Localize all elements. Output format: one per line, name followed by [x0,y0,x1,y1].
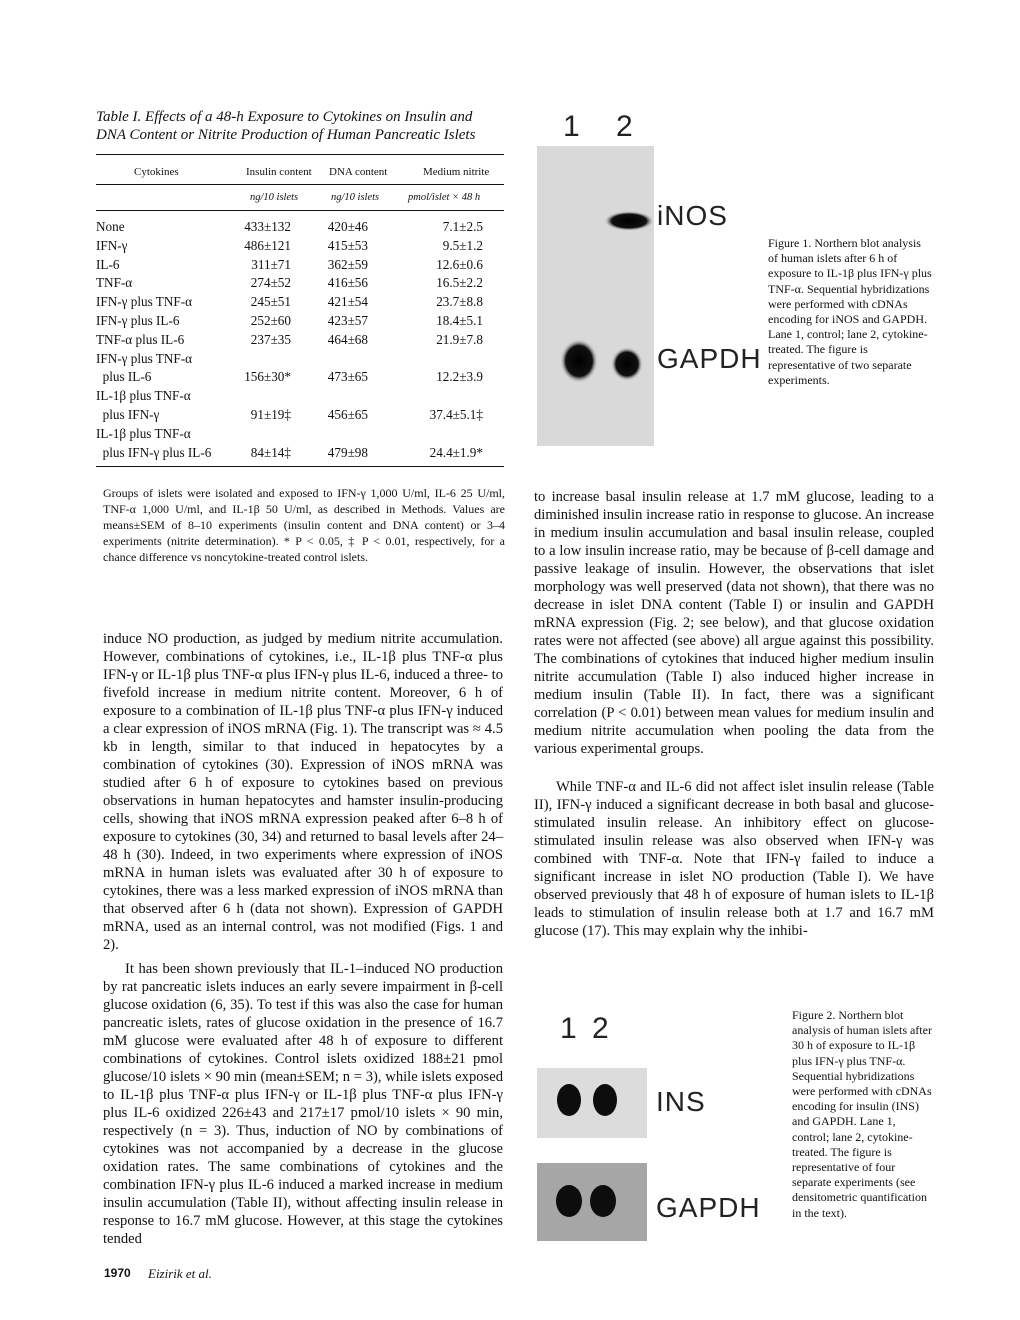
fig2-lane-1: 1 [560,1012,577,1045]
fig2-label-gapdh: GAPDH [656,1192,761,1223]
table-cell: IFN-γ plus IL-6 [96,313,180,328]
table-cell: 156±30* [244,369,291,385]
table-cell: 12.2±3.9 [436,369,483,385]
table-cell: 486±121 [244,237,291,253]
page-number: 1970 [104,1266,131,1280]
figure-1-caption: Figure 1. Northern blot analysis of human islets after 6 h of exposure to IL-1β plus IFN-γ plus TNF-α. Sequential hybridizations were performed with cDNAs encoding for iNOS and GAPDH. Lane 1, control; lane 2, cytokine-treated. The figure is representative of two separate experiments. [768,236,932,387]
table-cell: 37.4±5.1‡ [429,407,483,422]
table-cell: IFN-γ plus TNF-α [96,294,193,310]
table-cell: 421±54 [327,294,368,310]
left-col-paragraph-2: It has been shown previously that IL-1–induced NO production by rat pancreatic islets induces an early severe impairment in β-cell glucose oxidation (6, 35). To test if this was also the case for human pancreatic islets, rates of glucose oxidation in the presence of 16.7 mM glucose were evaluated after 48 h of exposure to different combinations of cytokines. Control islets oxidized 188±21 pmol glucose/10 islets × 90 min (mean±SEM; n = 3), while islets exposed to IL-1β plus TNF-α plus IFN-γ or IL-1β plus TNF-α plus IFN-γ plus IL-6 oxidized 226±43 and 217±17 pmol/10 islets × 90 min, respectively (n = 3). Thus, induction of NO by combinations of cytokines was not accompanied by a decrease in the glucose oxidation rates. The same combinations of cytokines and the combination IFN-γ plus IL-6 induced a marked increase in medium insulin accumulation (Table II), without affecting insulin release in response to 16.7 mM glucose. However, at this stage the cytokines tended [103,961,503,1247]
table-units-rule [96,210,504,211]
table-cell: 433±132 [244,219,291,234]
unit-nitrite: pmol/islet × 48 h [408,192,481,203]
table-1 [96,108,504,460]
table-cell: 91±19‡ [250,407,291,422]
table-cell: 362±59 [327,256,368,272]
table-cell: 420±46 [327,219,368,234]
table-cell: 245±51 [250,294,291,310]
col-header-cytokines: Cytokines [134,166,179,178]
table-header-rule [96,184,504,185]
fig2-ins-blot [537,1068,647,1138]
table-cell: plus IFN-γ plus IL-6 [96,444,212,460]
table-cell: IFN-γ plus TNF-α [96,350,193,366]
figure-2-caption: Figure 2. Northern blot analysis of human islets after 30 h of exposure to IL-1β plus IFN-γ plus TNF-α. Sequential hybridizations were performed with cDNAs encoding for insulin (INS) and GAPDH. Lane 1, control; lane 2, cytokine-treated. The figure is representative of four separate experiments (see densitometric quantification in the text). [792,1008,932,1220]
table-cell: 18.4±5.1 [436,313,483,328]
fig2-lane-2: 2 [592,1012,609,1045]
left-col-paragraph-1: induce NO production, as judged by medium nitrite accumulation. However, combinations of cytokines, i.e., IL-1β plus TNF-α plus IFN-γ or IL-1β plus TNF-α plus IFN-γ plus IL-6, induced a three- to fivefold increase in medium nitrite content. Moreover, 6 h of exposure to a combination of IL-1β plus TNF-α plus IFN-γ induced a clear expression of iNOS mRNA (Fig. 1). The transcript was ≈ 4.5 kb in length, similar to that induced in hepatocytes by a combination of cytokines (30). Expression of iNOS mRNA was studied after 6 h of exposure to cytokines based on previous observations in human hepatocytes and hamster insulin-producing cells, showing that iNOS mRNA expression peaked after 6–8 h of exposure to cytokines (30, 34) and returned to basal levels after 24–48 h (30). Indeed, in two experiments where expression of iNOS mRNA in human islets was evaluated after 30 h of exposure to cytokines, there was a less marked expression of iNOS mRNA than that observed after 6 h (data not shown). Expression of GAPDH mRNA, used as an internal control, was not modified (Figs. 1 and 2). [103,631,503,953]
table-cell: 416±56 [327,275,368,291]
table-cell: 415±53 [327,237,368,253]
col-header-nitrite: Medium nitrite [423,166,490,178]
fig1-label-inos: iNOS [657,200,728,231]
fig2-gapdh-blot [537,1163,647,1241]
table-cell: IL-1β plus TNF-α [96,388,191,404]
table-cell: 274±52 [250,275,291,291]
table-cell: 252±60 [250,313,291,328]
table-cell: plus IL-6 [96,369,152,385]
table-cell: plus IFN-γ [96,407,160,422]
table-cell: 24.4±1.9* [429,444,483,460]
running-head: Eizirik et al. [148,1266,212,1281]
fig1-label-gapdh: GAPDH [657,343,762,374]
table-cell: 84±14‡ [250,444,291,460]
fig1-blot-image [537,146,654,446]
table-cell: IFN-γ [96,237,128,253]
right-col-paragraph-1: to increase basal insulin release at 1.7 mM glucose, leading to a diminished insulin increase ratio in response to glucose. An increase in medium insulin accumulation and basal insulin release, coupled to a low insulin increase ratio, may be because of β-cell damage and passive leakage of insulin. However, the observations that islet morphology was well preserved (data not shown), that there was no decrease in islet DNA content (Table I) or insulin and GAPDH mRNA expression (Fig. 2; see below), and that glucose oxidation rates were not affected (see above) all argue against this possibility. The combinations of cytokines that induced higher medium insulin nitrite accumulation (Table I) also induced higher increase in medium insulin (Table II). In fact, there was a significant correlation (P < 0.01) between mean values for medium insulin and medium nitrite accumulation when pooling the data from the various experimental groups. [534,489,934,757]
table-cell: TNF-α plus IL-6 [96,331,185,347]
table-cell: IL-1β plus TNF-α [96,425,191,441]
table-cell: TNF-α [96,275,133,291]
right-col-paragraph-2: While TNF-α and IL-6 did not affect islet insulin release (Table II), IFN-γ induced a significant decrease in both basal and glucose-stimulated insulin release. An inhibitory effect on glucose-stimulated insulin release was also observed when IFN-γ was combined with TNF-α. Note that IFN-γ failed to induce a significant increase in islet NO production (Table I). We have observed previously that 48 h of exposure of human islets to IL-1β leads to stimulation of insulin release both at 1.7 and 16.7 mM glucose (17). This may explain why the inhibi- [534,779,934,939]
table-cell: 237±35 [250,331,291,347]
table-cell: IL-6 [96,256,120,272]
table-cell: 7.1±2.5 [442,219,483,234]
table-footnote: Groups of islets were isolated and exposed to IFN-γ 1,000 U/ml, IL-6 25 U/ml, TNF-α 1,000 U/ml, and IL-1β 50 U/ml, as described in Methods. Values are means±SEM of 8–10 experiments (insulin content and DNA content) or 3–4 experiments (nitrite determination). * P < 0.05, ‡ P < 0.01, respectively, for a chance difference vs noncytokine-treated control islets. [103,486,505,564]
col-header-insulin: Insulin content [246,166,312,178]
table-cell: 12.6±0.6 [436,256,483,272]
table-cell: None [96,219,125,234]
table-cell: 9.5±1.2 [442,237,483,253]
table-cell: 479±98 [327,444,368,460]
fig1-lane-2: 2 [616,110,633,143]
table-cell: 456±65 [327,407,368,422]
fig1-lane-1: 1 [563,110,580,143]
table-top-rule [96,154,504,155]
table-cell: 311±71 [251,256,291,272]
unit-dna: ng/10 islets [331,192,380,203]
col-header-dna: DNA content [329,166,388,178]
fig2-label-ins: INS [656,1086,706,1117]
table-cell: 23.7±8.8 [436,294,483,310]
table-cell: 423±57 [327,313,368,328]
table-cell: 473±65 [327,369,368,385]
unit-insulin: ng/10 islets [250,192,299,203]
table-cell: 16.5±2.2 [436,275,483,291]
table-cell: 464±68 [327,331,368,347]
table-caption: Table I. Effects of a 48-h Exposure to Cytokines on Insulin and DNA Content or Nitrite Production of Human Pancreatic Islets [96,109,476,143]
table-bottom-rule [96,466,504,467]
table-cell: 21.9±7.8 [436,331,483,347]
